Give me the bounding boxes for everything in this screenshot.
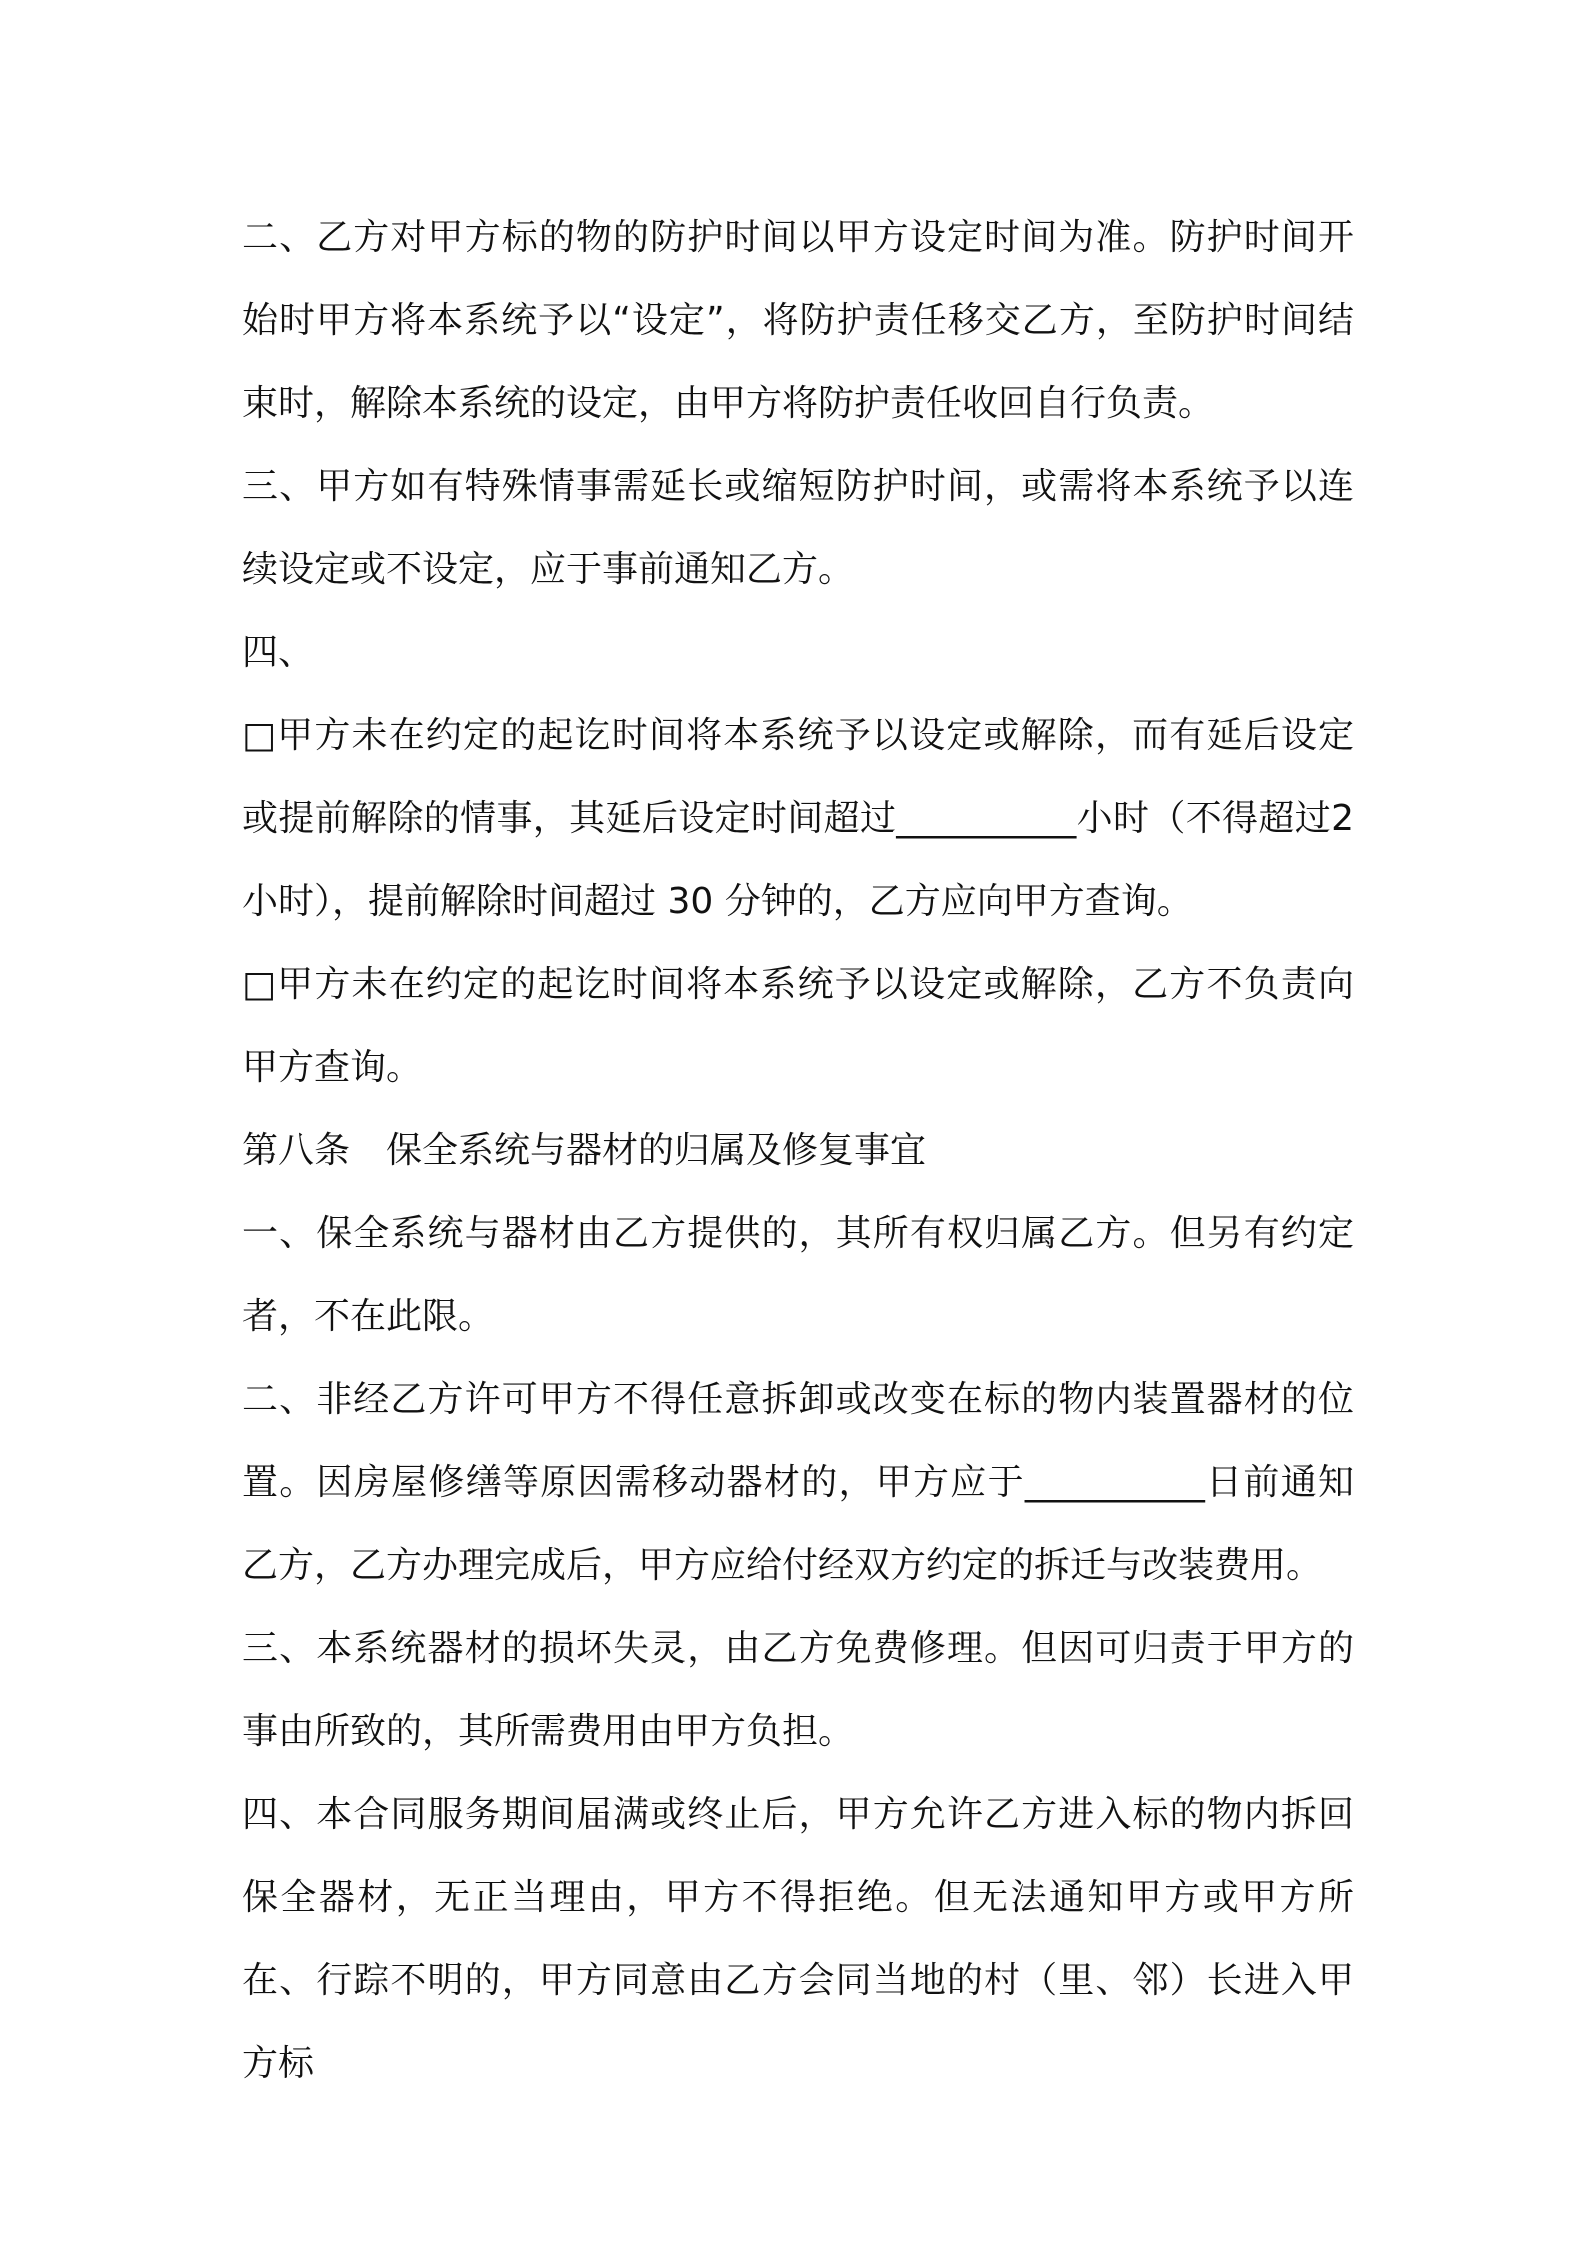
clause-4-option-2: □甲方未在约定的起讫时间将本系统予以设定或解除，乙方不负责向甲方查询。 xyxy=(242,964,1354,1088)
article-8-clause-3: 三、本系统器材的损坏失灵，由乙方免费修理。但因可归责于甲方的事由所致的，其所需费用由甲方负担。 xyxy=(242,1628,1354,1752)
article-8-clause-4: 四、本合同服务期间届满或终止后，甲方允许乙方进入标的物内拆回保全器材，无正当理由，甲方不得拒绝。但无法通知甲方或甲方所在、行踪不明的，甲方同意由乙方会同当地的村（里、邻）长进入甲方标 xyxy=(242,1794,1354,2084)
clause-4-label: 四、 xyxy=(242,632,315,673)
clause-4-option-1: □甲方未在约定的起讫时间将本系统予以设定或解除，而有延后设定或提前解除的情事，其延后设定时间超过__________小时（不得超过2 小时），提前解除时间超过 30 分钟的，乙方应向甲方查询。 xyxy=(242,715,1354,922)
article-8-clause-2: 二、非经乙方许可甲方不得任意拆卸或改变在标的物内装置器材的位置。因房屋修缮等原因需移动器材的，甲方应于__________日前通知乙方，乙方办理完成后，甲方应给付经双方约定的拆迁与改装费用。 xyxy=(242,1379,1354,1586)
document-body xyxy=(242,196,1354,2105)
article-8-clause-1: 一、保全系统与器材由乙方提供的，其所有权归属乙方。但另有约定者，不在此限。 xyxy=(242,1213,1354,1337)
article-8-heading: 第八条 保全系统与器材的归属及修复事宜 xyxy=(242,1130,927,1171)
clause-2-paragraph: 二、乙方对甲方标的物的防护时间以甲方设定时间为准。防护时间开始时甲方将本系统予以“设定”，将防护责任移交乙方，至防护时间结束时，解除本系统的设定，由甲方将防护责任收回自行负责。 xyxy=(242,217,1354,424)
clause-3-paragraph: 三、甲方如有特殊情事需延长或缩短防护时间，或需将本系统予以连续设定或不设定，应于事前通知乙方。 xyxy=(242,466,1354,590)
